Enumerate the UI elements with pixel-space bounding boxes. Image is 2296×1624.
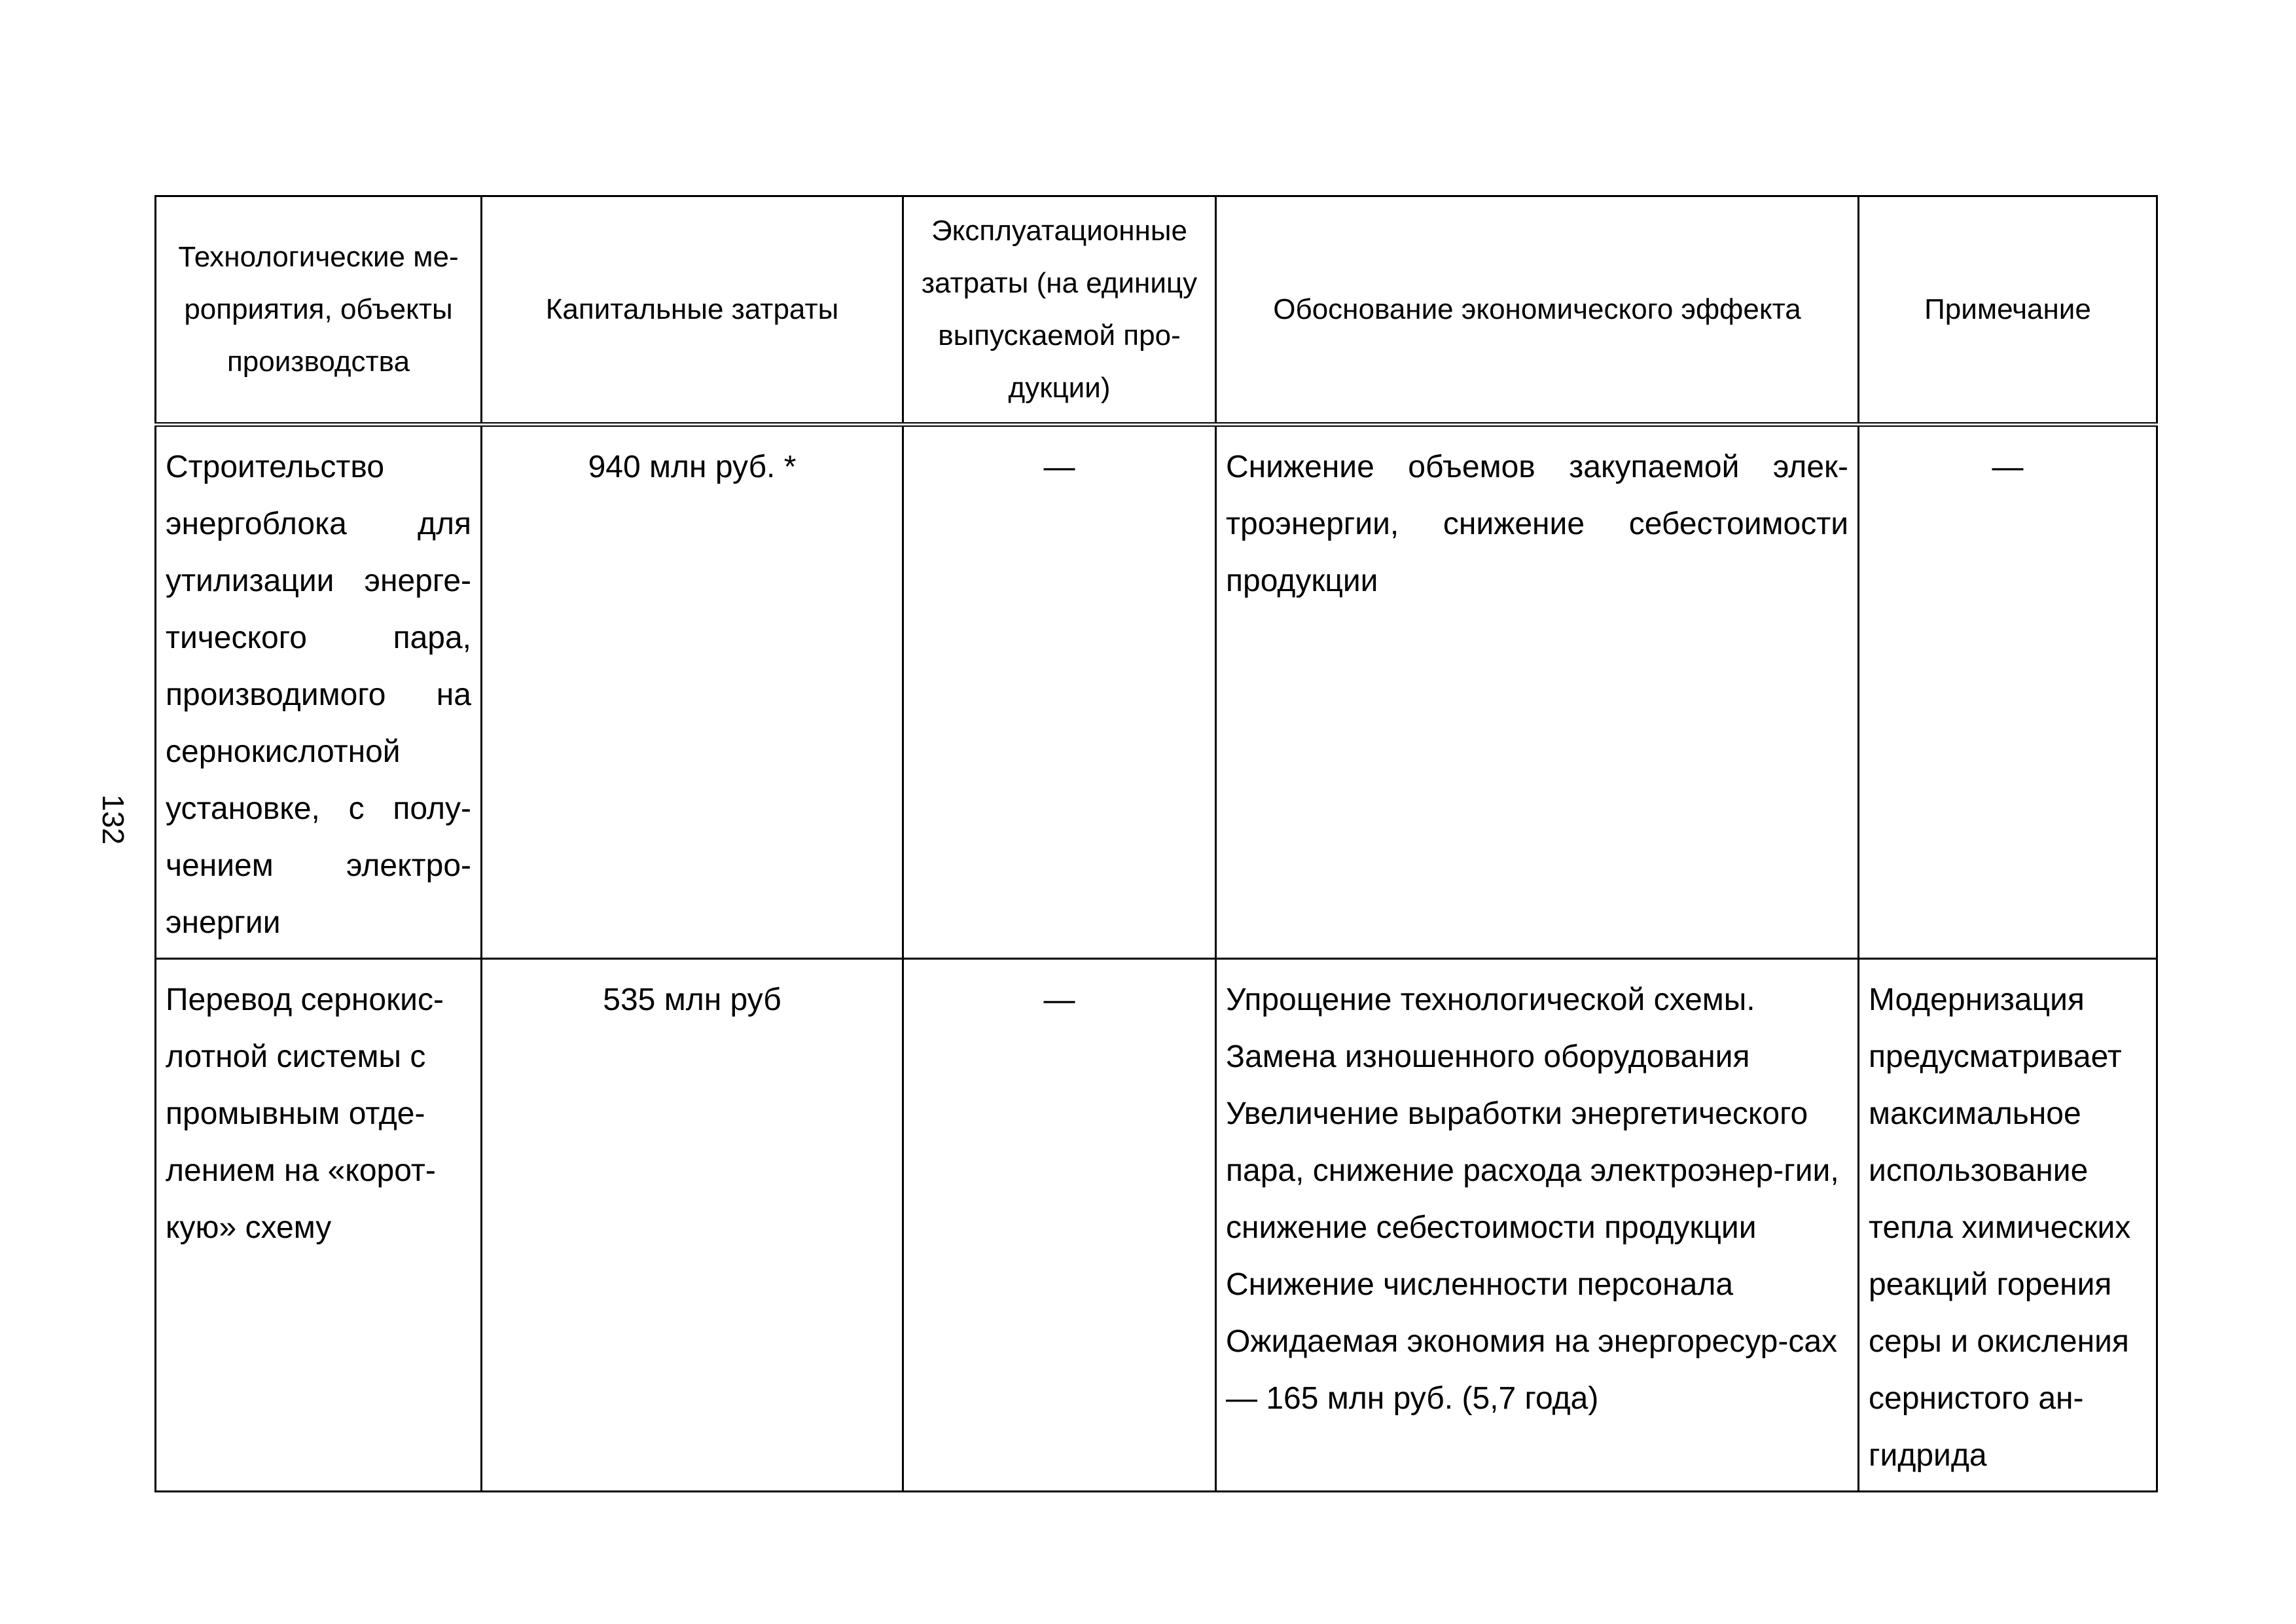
header-operating-costs: Эксплуатационные затраты (на единицу выпускаемой про-дукции) [903,196,1216,425]
header-measures: Технологические ме-роприятия, объекты производства [156,196,482,425]
table-row [156,425,2157,959]
table-row [156,959,2157,1492]
justification-line: Увеличение выработки энергетического пара, снижение расхода электроэнер-гии, снижение себестоимости продукции [1226,1096,1839,1245]
measures-table [154,195,2158,1492]
note-cell: Модернизация предусматривает максимальное использование тепла химических реакций горения серы и окисления сернистого ан-гидрида [1859,959,2157,1492]
header-capital-costs: Капитальные затраты [482,196,903,425]
justification-line: Ожидаемая экономия на энергоресур-сах — 165 млн руб. (5,7 года) [1226,1324,1838,1416]
note-cell: — [1859,425,2157,959]
capital-costs-cell: 940 млн руб. * [482,425,903,959]
measure-cell: Строительство энергоблока для утилизации энерге-тического пара, производимого на сернокислотной установке, с полу-чением электро-энергии [156,425,482,959]
capital-costs-cell: 535 млн руб [482,959,903,1492]
justification-line: Снижение объемов закупаемой элек-троэнергии, снижение себестоимости продукции [1226,450,1848,598]
justification-cell [1216,425,1859,959]
operating-costs-cell: — [903,959,1216,1492]
measure-cell: Перевод сернокис-лотной системы с промывным отде-лением на «корот-кую» схему [156,959,482,1492]
justification-line: Снижение численности персонала [1226,1267,1734,1302]
page-number: 132 [96,794,130,845]
justification-line: Замена изношенного оборудования [1226,1039,1750,1074]
header-justification: Обоснование экономического эффекта [1216,196,1859,425]
justification-line: Упрощение технологической схемы. [1226,983,1755,1017]
header-note: Примечание [1859,196,2157,425]
justification-cell [1216,959,1859,1492]
operating-costs-cell: — [903,425,1216,959]
table-header-row [156,196,2157,425]
